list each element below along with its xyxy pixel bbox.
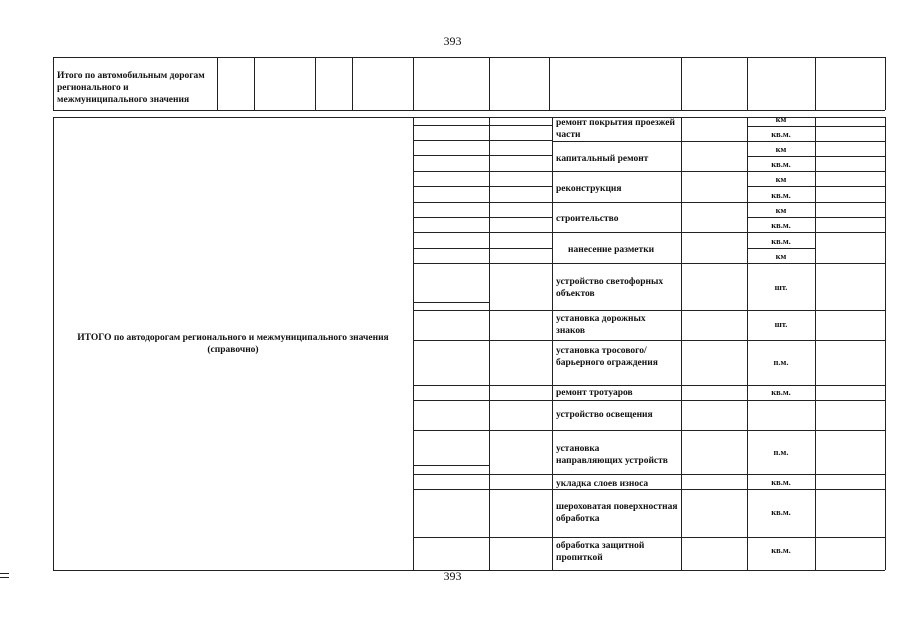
unit-label: кв.м. bbox=[771, 190, 791, 200]
unit-label: км bbox=[775, 174, 787, 184]
unit-label: п.м. bbox=[773, 357, 789, 367]
work-type-label: установка направляющих устройств bbox=[556, 444, 668, 466]
unit-label: км bbox=[775, 251, 787, 261]
work-type-label: устройство светофорных объектов bbox=[556, 277, 664, 299]
unit-label: кв.м. bbox=[771, 220, 791, 230]
work-type-label: реконструкция bbox=[556, 184, 622, 194]
unit-label: кв.м. bbox=[771, 387, 791, 397]
unit-label: км bbox=[775, 114, 787, 124]
work-type-label: обработка защитной пропиткой bbox=[556, 541, 645, 563]
unit-label: км bbox=[775, 205, 787, 215]
work-type-label: капитальный ремонт bbox=[556, 154, 649, 164]
unit-label: кв.м. bbox=[771, 236, 791, 246]
page-number-top: 393 bbox=[443, 34, 462, 48]
unit-label: кв.м. bbox=[771, 159, 791, 169]
unit-label: кв.м. bbox=[771, 129, 791, 139]
unit-label: п.м. bbox=[773, 447, 789, 457]
unit-label: кв.м. bbox=[771, 507, 791, 517]
work-type-label: шероховатая поверхностная обработка bbox=[556, 502, 678, 524]
summary-label: ИТОГО по автодорогам регионального и межмуниципального значения (справочно) bbox=[77, 333, 389, 355]
page-number-bottom: 393 bbox=[443, 569, 462, 583]
work-type-label: укладка слоев износа bbox=[556, 479, 649, 489]
unit-label: шт. bbox=[774, 319, 788, 329]
unit-label: кв.м. bbox=[771, 545, 791, 555]
margin-mark bbox=[0, 577, 9, 578]
work-type-label: строительство bbox=[556, 214, 619, 224]
work-type-label: устройство освещения bbox=[556, 410, 653, 420]
work-type-label: ремонт покрытия проезжей части bbox=[556, 118, 675, 140]
work-type-label: установка тросового/барьерного ограждения bbox=[556, 346, 658, 368]
unit-label: кв.м. bbox=[771, 477, 791, 487]
header-row-label: Итого по автомобильным дорогам регионального и межмуниципального значения bbox=[57, 71, 205, 105]
unit-label: шт. bbox=[774, 282, 788, 292]
unit-label: км bbox=[775, 144, 787, 154]
work-type-label: нанесение разметки bbox=[568, 245, 655, 255]
margin-mark bbox=[0, 573, 9, 574]
work-type-label: установка дорожных знаков bbox=[556, 314, 646, 336]
work-type-label: ремонт тротуаров bbox=[556, 388, 633, 398]
